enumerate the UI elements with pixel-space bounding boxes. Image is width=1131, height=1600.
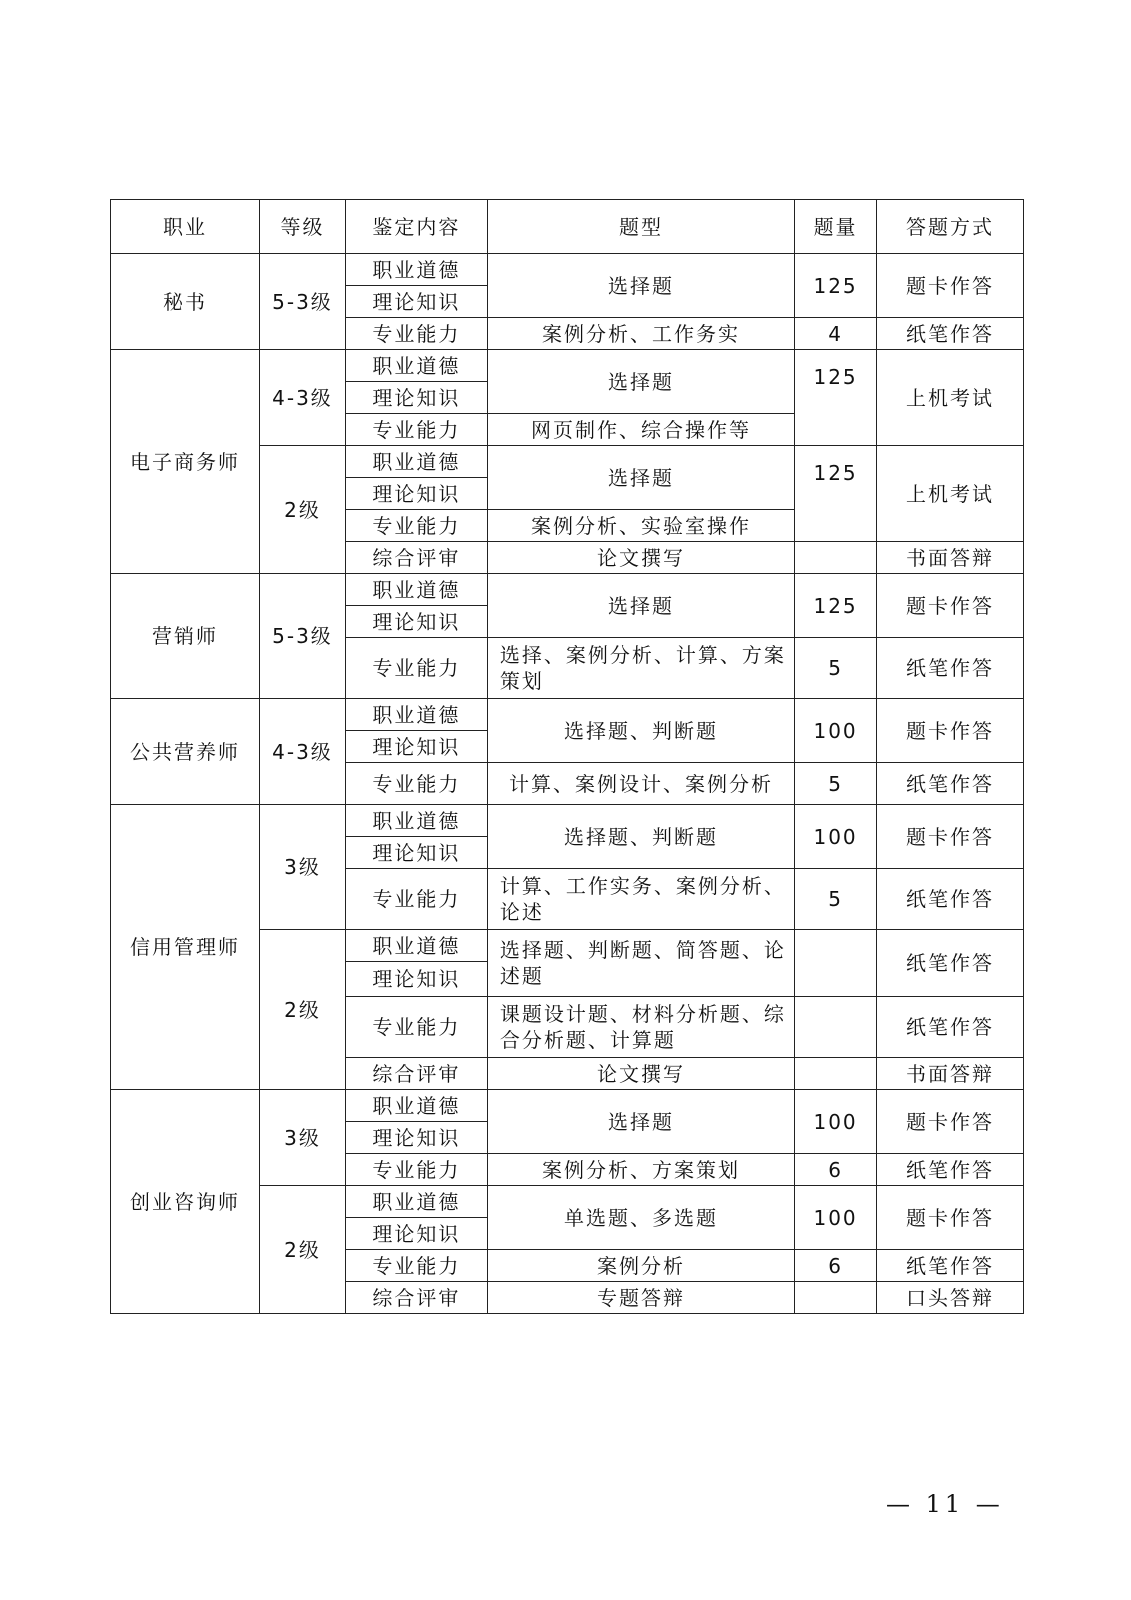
table-cell: 理论知识 — [345, 731, 487, 763]
table-cell: 电子商务师 — [111, 350, 260, 574]
header-cell: 题量 — [795, 200, 877, 254]
table-cell: 纸笔作答 — [876, 1250, 1023, 1282]
table-cell: 职业道德 — [345, 1090, 487, 1122]
header-cell: 职业 — [111, 200, 260, 254]
table-cell: 课题设计题、材料分析题、综合分析题、计算题 — [487, 997, 794, 1058]
table-cell: 5 — [795, 763, 877, 805]
table-cell: 论文撰写 — [487, 542, 794, 574]
table-cell: 125 — [795, 446, 877, 542]
header-cell: 等级 — [260, 200, 346, 254]
table-cell: 专业能力 — [345, 869, 487, 930]
table-cell: 4-3级 — [260, 350, 346, 446]
table-row — [111, 699, 1024, 731]
table-cell: 选择题 — [487, 1090, 794, 1154]
table-cell — [795, 1058, 877, 1090]
table-cell: 理论知识 — [345, 837, 487, 869]
table-row — [111, 805, 1024, 837]
table-cell: 纸笔作答 — [876, 930, 1023, 997]
table-cell: 选择题 — [487, 574, 794, 638]
table-row — [111, 1090, 1024, 1122]
table-cell: 理论知识 — [345, 606, 487, 638]
table-cell: 论文撰写 — [487, 1058, 794, 1090]
table-cell: 职业道德 — [345, 574, 487, 606]
table-cell: 100 — [795, 805, 877, 869]
table-cell: 理论知识 — [345, 478, 487, 510]
table-cell: 纸笔作答 — [876, 869, 1023, 930]
table-cell: 选择题 — [487, 350, 794, 414]
table-cell: 题卡作答 — [876, 805, 1023, 869]
table-cell: 3级 — [260, 805, 346, 930]
table-cell: 计算、工作实务、案例分析、论述 — [487, 869, 794, 930]
table-cell: 书面答辩 — [876, 542, 1023, 574]
table-cell: 专业能力 — [345, 1250, 487, 1282]
header-cell: 鉴定内容 — [345, 200, 487, 254]
table-cell: 专业能力 — [345, 997, 487, 1058]
table-cell: 100 — [795, 1186, 877, 1250]
table-cell: 选择题、判断题 — [487, 805, 794, 869]
table-cell: 上机考试 — [876, 446, 1023, 542]
table-cell: 纸笔作答 — [876, 318, 1023, 350]
table-cell: 计算、案例设计、案例分析 — [487, 763, 794, 805]
table-cell: 5 — [795, 638, 877, 699]
table-cell: 单选题、多选题 — [487, 1186, 794, 1250]
table-cell — [795, 1282, 877, 1314]
table-cell: 信用管理师 — [111, 805, 260, 1090]
table-cell: 专业能力 — [345, 318, 487, 350]
table-cell: 案例分析、工作务实 — [487, 318, 794, 350]
table-cell: 书面答辩 — [876, 1058, 1023, 1090]
table-cell: 秘书 — [111, 254, 260, 350]
table-cell: 专业能力 — [345, 414, 487, 446]
page-number: — 11 — — [886, 1490, 1004, 1518]
table-cell: 口头答辩 — [876, 1282, 1023, 1314]
table-cell: 理论知识 — [345, 1122, 487, 1154]
table-cell: 职业道德 — [345, 930, 487, 962]
table-cell: 题卡作答 — [876, 1090, 1023, 1154]
table-cell: 创业咨询师 — [111, 1090, 260, 1314]
table-cell: 综合评审 — [345, 1282, 487, 1314]
table-cell: 综合评审 — [345, 542, 487, 574]
table-cell: 理论知识 — [345, 1218, 487, 1250]
table-cell: 选择题、判断题 — [487, 699, 794, 763]
table-header-row — [111, 200, 1024, 254]
table-cell: 选择题、判断题、简答题、论述题 — [487, 930, 794, 997]
table-cell: 案例分析、方案策划 — [487, 1154, 794, 1186]
table-cell: 专题答辩 — [487, 1282, 794, 1314]
table-cell: 案例分析 — [487, 1250, 794, 1282]
table-cell: 职业道德 — [345, 446, 487, 478]
exam-table — [110, 199, 1024, 1314]
table-cell: 网页制作、综合操作等 — [487, 414, 794, 446]
table-cell: 题卡作答 — [876, 699, 1023, 763]
table-cell: 5-3级 — [260, 254, 346, 350]
table-cell: 选择题 — [487, 446, 794, 510]
table-cell: 职业道德 — [345, 699, 487, 731]
table-cell: 题卡作答 — [876, 254, 1023, 318]
table-row — [111, 254, 1024, 286]
table-cell: 6 — [795, 1250, 877, 1282]
table-cell: 2级 — [260, 930, 346, 1090]
table-cell: 上机考试 — [876, 350, 1023, 446]
table-cell: 6 — [795, 1154, 877, 1186]
table-cell: 3级 — [260, 1090, 346, 1186]
table-cell: 2级 — [260, 446, 346, 574]
table-cell: 题卡作答 — [876, 1186, 1023, 1250]
table-cell: 5 — [795, 869, 877, 930]
table-cell — [795, 997, 877, 1058]
table-cell: 125 — [795, 574, 877, 638]
table-row — [111, 350, 1024, 382]
table-cell — [795, 542, 877, 574]
table-cell: 专业能力 — [345, 1154, 487, 1186]
table-cell: 纸笔作答 — [876, 638, 1023, 699]
table-cell: 5-3级 — [260, 574, 346, 699]
table-cell: 专业能力 — [345, 638, 487, 699]
table-cell: 纸笔作答 — [876, 763, 1023, 805]
table-cell — [795, 930, 877, 997]
table-cell: 选择、案例分析、计算、方案策划 — [487, 638, 794, 699]
table-cell: 100 — [795, 699, 877, 763]
table-cell: 专业能力 — [345, 510, 487, 542]
table-cell: 纸笔作答 — [876, 1154, 1023, 1186]
table-cell: 125 — [795, 254, 877, 318]
header-cell: 答题方式 — [876, 200, 1023, 254]
table-cell: 4-3级 — [260, 699, 346, 805]
table-cell: 公共营养师 — [111, 699, 260, 805]
table-cell: 职业道德 — [345, 254, 487, 286]
table-cell: 纸笔作答 — [876, 997, 1023, 1058]
table-cell: 题卡作答 — [876, 574, 1023, 638]
table-cell: 专业能力 — [345, 763, 487, 805]
table-row — [111, 574, 1024, 606]
table-cell: 125 — [795, 350, 877, 446]
table-cell: 4 — [795, 318, 877, 350]
table-cell: 职业道德 — [345, 1186, 487, 1218]
table-cell: 选择题 — [487, 254, 794, 318]
header-cell: 题型 — [487, 200, 794, 254]
table-cell: 营销师 — [111, 574, 260, 699]
table-cell: 理论知识 — [345, 382, 487, 414]
table-cell: 100 — [795, 1090, 877, 1154]
table-cell: 职业道德 — [345, 350, 487, 382]
table-cell: 2级 — [260, 1186, 346, 1314]
table-cell: 理论知识 — [345, 962, 487, 997]
table-cell: 职业道德 — [345, 805, 487, 837]
table-cell: 案例分析、实验室操作 — [487, 510, 794, 542]
table-cell: 综合评审 — [345, 1058, 487, 1090]
table-cell: 理论知识 — [345, 286, 487, 318]
